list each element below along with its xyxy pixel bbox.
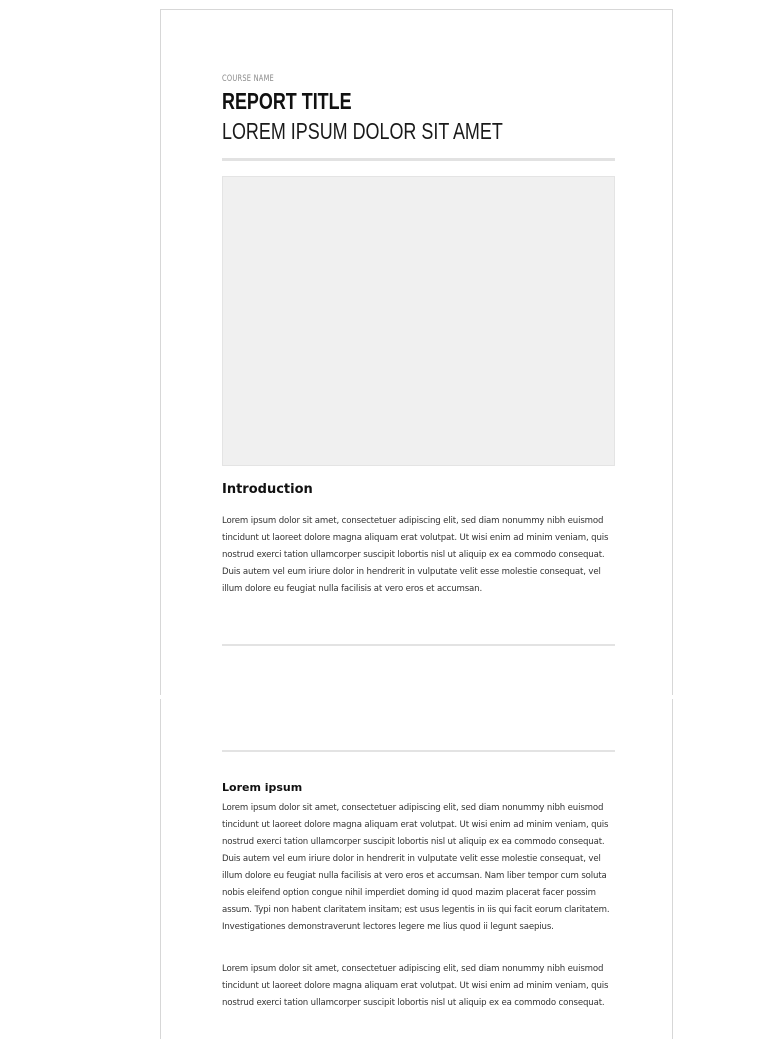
section-paragraph-2: Lorem ipsum dolor sit amet, consectetuer adipiscing elit, sed diam nonummy nibh euismod tincidunt ut laoreet dolore magna aliquam erat volutpat. Ut wisi enim ad minim veniam, quis nostrud exerci tation ullamcorper suscipit lobortis nisl ut aliquip ex ea commodo consequat.: [222, 964, 609, 1008]
document-page-1: [160, 9, 673, 695]
introduction-paragraph: Lorem ipsum dolor sit amet, consectetuer adipiscing elit, sed diam nonummy nibh euismod tincidunt ut laoreet dolore magna aliquam erat volutpat. Ut wisi enim ad minim veniam, quis nostrud exerci tation ullamcorper suscipit lobortis nisl ut aliquip ex ea commodo consequat. Duis autem vel eum iriure dolor in hendrerit in vulputate velit esse molestie consequat, vel illum dolore eu feugiat nulla facilisis at vero eros et accumsan.: [222, 516, 609, 594]
image-placeholder: [222, 176, 615, 466]
report-title: REPORT TITLE: [222, 88, 352, 114]
course-name: COURSE NAME: [222, 74, 274, 84]
footer-divider: [222, 644, 615, 646]
report-subtitle: LOREM IPSUM DOLOR SIT AMET: [222, 118, 503, 144]
introduction-heading: Introduction: [222, 482, 313, 497]
section-paragraph-1: Lorem ipsum dolor sit amet, consectetuer adipiscing elit, sed diam nonummy nibh euismod tincidunt ut laoreet dolore magna aliquam erat volutpat. Ut wisi enim ad minim veniam, quis nostrud exerci tation ullamcorper suscipit lobortis nisl ut aliquip ex ea commodo consequat. Duis autem vel eum iriure dolor in hendrerit in vulputate velit esse molestie consequat, vel illum dolore eu feugiat nulla facilisis at vero eros et accumsan. Nam liber tempor cum soluta nobis eleifend option congue nihil imperdiet doming id quod mazim placerat facer possim assum. Typi non habent claritatem insitam; est usus legentis in iis qui facit eorum claritatem. Investigationes demonstraverunt lectores legere me lius quod ii legunt saepius.: [222, 803, 610, 932]
title-divider: [222, 158, 615, 161]
section-heading: Lorem ipsum: [222, 781, 303, 794]
document-page-2: [160, 699, 673, 1039]
header-divider: [222, 750, 615, 752]
